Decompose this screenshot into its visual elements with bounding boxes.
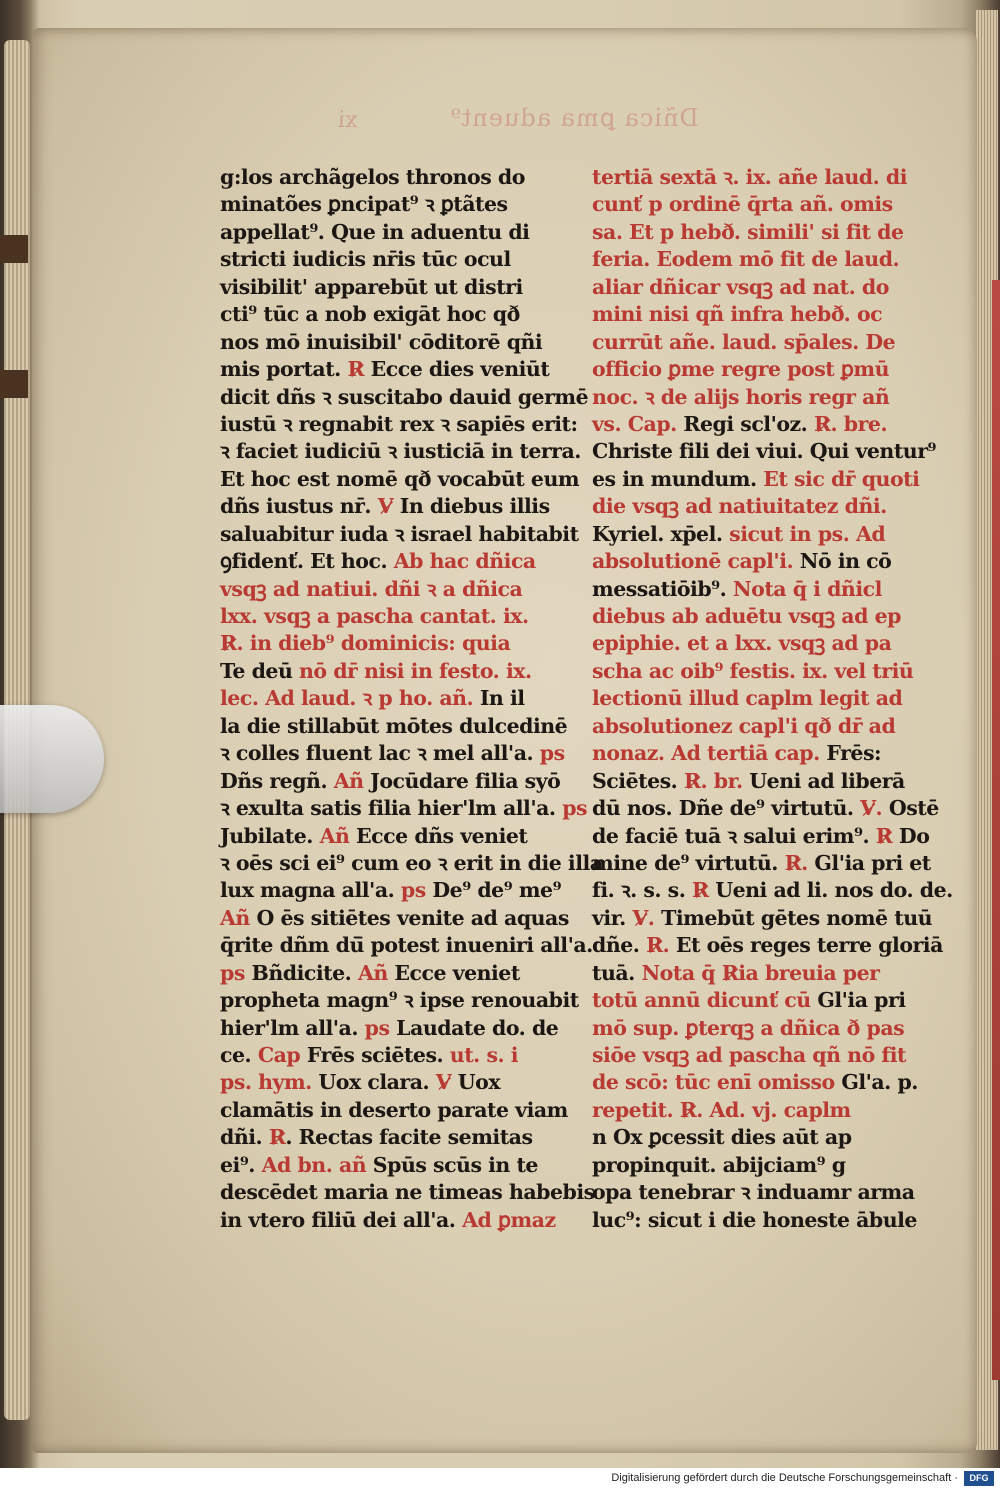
body-text: Gl'a. p. — [841, 1070, 918, 1095]
text-line — [220, 219, 565, 246]
body-text: Frēs: — [819, 741, 882, 766]
body-text: vir. — [592, 905, 633, 930]
text-line — [592, 329, 932, 356]
body-text: de faciē tuā ꝛ salui erim⁹. — [592, 823, 876, 848]
body-text: Do — [892, 823, 930, 848]
text-line — [592, 301, 932, 328]
text-line — [592, 850, 932, 877]
rubric-text: repetit. — [592, 1097, 680, 1122]
body-text: Sciētes. — [592, 768, 684, 793]
rubric-text: absolutionē capl'i. — [592, 549, 794, 574]
text-line — [220, 713, 568, 740]
body-text: ei⁹. — [220, 1152, 262, 1177]
text-line — [220, 1179, 595, 1206]
text-line — [220, 850, 603, 877]
rubric-text: officio ꝑme regre post ꝑmū — [592, 357, 889, 382]
text-line — [220, 576, 565, 603]
body-text: ꝛ exulta satis filia hier'lm all'a. — [220, 796, 563, 821]
body-text: In diebus illis — [393, 494, 550, 519]
text-line — [220, 548, 565, 575]
body-text: ꝛ oēs sci ei⁹ cum eo ꝛ erit in die illa — [220, 850, 603, 875]
rubric-text: mō sup. ꝑterqꝫ a dñica ð pas — [592, 1015, 905, 1040]
body-text: minatões ꝑncipat⁹ ꝛ ꝑtãtes — [220, 192, 508, 217]
text-line — [220, 164, 565, 191]
body-text: dñe. — [592, 933, 647, 958]
body-text: Kyriel. xp̄el. — [592, 521, 730, 546]
rubric-text: cunť p ordinē q̄rta añ. omis — [592, 192, 893, 217]
text-line — [220, 466, 580, 493]
folio-number-showthrough: xi — [338, 108, 358, 133]
body-text: Ox ꝑcessit dies aūt ap — [606, 1125, 852, 1150]
body-text: n — [592, 1125, 607, 1150]
body-text: q̄rite dñm dū̄ potest inueniri all'a. — [220, 933, 593, 958]
text-line — [592, 274, 932, 301]
rubric-text: aliar dñicar vsqꝫ ad nat. do — [592, 274, 889, 299]
rubric-text: R̷. bre. — [813, 411, 888, 436]
text-line — [592, 603, 932, 630]
rubric-text: die vsqꝫ ad natiuitatez dñi. — [592, 494, 887, 519]
text-line — [592, 1042, 932, 1069]
funding-credit: Digitalisierung gefördert durch die Deutsche Forschungsgemeinschaft · — [611, 1472, 958, 1484]
body-text: Uox clara. — [311, 1070, 436, 1095]
body-text: Et oēs reges terre gloriā — [669, 933, 943, 958]
body-text: Ecce dies veniūt — [364, 357, 550, 382]
text-line — [220, 274, 565, 301]
rubric-text: Ad. vj. caplm — [702, 1097, 851, 1122]
text-line — [592, 411, 932, 438]
body-text: luc⁹: sicut i die honeste ābule — [592, 1207, 917, 1232]
glass-clip — [0, 705, 104, 813]
text-line — [592, 438, 936, 465]
rubric-text: lec. Ad laud. ꝛ p ho. añ. — [220, 686, 474, 711]
body-text: Regi scl'oz. — [676, 411, 814, 436]
text-line — [220, 301, 565, 328]
body-text: Et hoc est nomē qð vocabūt eum — [220, 466, 580, 491]
rubric-text: vsqꝫ ad natiui. dñi ꝛ a dñica — [220, 576, 523, 601]
rubric-text: ut. s. i — [449, 1043, 519, 1067]
rubric-text: R̷. — [679, 1097, 703, 1122]
rubric-text: epiphie. et a lxx. vsqꝫ ad pa — [592, 631, 892, 656]
text-line — [592, 1207, 932, 1234]
rubric-text: ps — [539, 741, 565, 766]
rubric-text: Ab hac dñica — [393, 549, 536, 574]
rubric-text: lectionū illud caplm legit ad — [592, 686, 903, 711]
text-line — [592, 191, 932, 218]
rubric-text: R̷. — [646, 933, 670, 958]
text-line — [592, 1069, 932, 1096]
text-line — [220, 960, 565, 987]
body-text: propinquit. abijciam⁹ g — [592, 1152, 846, 1177]
text-line — [592, 246, 932, 273]
rubric-text: mini nisi qñ infra hebð. oc — [592, 302, 883, 327]
left-text-column — [220, 164, 603, 1234]
text-line — [592, 521, 932, 548]
body-text: De⁹ de⁹ me⁹ — [425, 878, 562, 903]
rubric-text: ps — [562, 796, 588, 821]
rubric-text: Nota q̄ i dñicl — [732, 576, 882, 601]
text-line — [220, 685, 565, 712]
text-line — [220, 384, 589, 411]
text-line — [592, 548, 932, 575]
body-text: Jubilate. — [220, 823, 320, 848]
text-line — [592, 768, 932, 795]
body-text: saluabitur iuda ꝛ israel habitabit — [220, 521, 579, 546]
body-text: dū nos. Dñe de⁹ virtutū. — [592, 796, 861, 821]
text-line — [592, 685, 932, 712]
body-text: Laudate do. de — [389, 1015, 559, 1040]
text-line — [220, 191, 565, 218]
text-line — [220, 905, 569, 932]
rubric-text: Ad bn. añ — [261, 1152, 367, 1177]
rubric-text: Añ — [319, 823, 350, 848]
text-line — [592, 987, 932, 1014]
text-line — [592, 630, 932, 657]
running-title-showthrough: Dñica ꝑma aduent⁹ — [450, 104, 699, 132]
text-line — [592, 823, 932, 850]
body-text: mine de⁹ virtutū. — [592, 850, 785, 875]
rubric-text: Añ — [220, 905, 250, 930]
body-text: Ueni ad liberā — [742, 768, 905, 793]
text-line — [220, 932, 593, 959]
rubric-text: feria. Eodem mō fit de laud. — [592, 247, 900, 272]
text-line — [220, 987, 579, 1014]
body-text: stricti iudicis nr̄is tūc ocul — [220, 247, 511, 272]
text-line — [220, 658, 565, 685]
text-line — [220, 356, 565, 383]
body-text: Timebūt gētes nomē tuū — [654, 905, 933, 930]
body-text: Christe fili dei viui. Qui ventur⁹ — [592, 439, 936, 464]
rubric-text: R̷. — [784, 850, 808, 875]
rubric-text: Nota q̄ R̷ia breuia per — [641, 960, 880, 985]
text-line — [220, 1124, 565, 1151]
rubric-text: currūt añe. laud. sp̄ales. De — [592, 329, 896, 354]
text-line — [592, 960, 932, 987]
body-text: mis portat. — [220, 357, 348, 382]
body-text: propheta magn⁹ ꝛ ipse renouabit — [220, 988, 579, 1013]
rubric-text: V̷. — [860, 796, 883, 821]
body-text: visibilit' apparebūt ut distri — [220, 274, 523, 299]
body-text: ꝛ colles fluent lac ꝛ mel all'a. — [220, 741, 540, 766]
rubric-text: R̷ — [347, 357, 365, 382]
text-line — [220, 603, 565, 630]
rubric-text: R̷ — [692, 878, 709, 903]
red-fore-edge — [992, 280, 1000, 1380]
rubric-text: V̷ — [377, 494, 394, 519]
rubric-text: Et sic dr̄ quoti — [763, 466, 920, 491]
text-line — [592, 932, 943, 959]
rubric-text: ps — [400, 878, 426, 903]
rubric-text: Ad ꝑmaz — [462, 1207, 556, 1232]
rubric-text: absolutionez capl'i qð dr̄ ad — [592, 713, 896, 738]
rubric-text: sa. Et p hebð. simili' si fit de — [592, 219, 904, 244]
text-line — [220, 1069, 565, 1096]
text-line — [592, 877, 953, 904]
rubric-text: lxx. vsqꝫ a pascha cantat. ix. — [220, 604, 529, 628]
text-line — [220, 795, 588, 822]
body-text: Spūs scūs in te — [366, 1152, 538, 1177]
body-text: appellat⁹. Que in aduentu di — [220, 219, 530, 244]
rubric-text: R̷. br. — [683, 768, 743, 793]
text-line — [592, 466, 932, 493]
body-text: Ecce veniet — [387, 960, 520, 985]
bookmark-ribbon — [0, 370, 28, 398]
text-line — [220, 438, 581, 465]
text-line — [220, 1097, 568, 1124]
rubric-text: sicut in ps. Ad — [729, 521, 886, 546]
body-text: in vtero filiū dei all'a. — [220, 1207, 463, 1232]
body-text: dñi. — [220, 1125, 269, 1150]
text-line — [592, 1152, 932, 1179]
text-line — [220, 521, 579, 548]
bookmark-ribbon — [0, 235, 28, 263]
body-text: nos mō inuisibil' cōditorē qñi — [220, 329, 543, 354]
dfg-logo: DFG — [964, 1471, 994, 1486]
body-text: O ēs sitiētes venite ad aquas — [249, 905, 569, 930]
right-text-column — [592, 164, 953, 1234]
body-text: opa tenebrar ꝛ induamr arma — [592, 1180, 915, 1205]
text-line — [220, 493, 565, 520]
rubric-text: totū annū dicunť cū — [592, 988, 818, 1013]
text-line — [220, 630, 565, 657]
body-text: dñs iustus nr̄. — [220, 494, 378, 519]
text-line — [592, 658, 932, 685]
text-line — [592, 905, 932, 932]
rubric-text: V̷. — [632, 905, 655, 930]
body-text: Gl'ia pri et — [807, 850, 931, 875]
body-text: cti⁹ tūc a nob exigāt hoc qð — [220, 302, 520, 327]
body-text: . Rectas facite semitas — [285, 1125, 533, 1150]
rubric-text: de scō: tūc enī omisso — [592, 1070, 842, 1095]
rubric-text: siōe vsqꝫ ad pascha qñ nō fit — [592, 1043, 906, 1067]
body-text: dicit dñs ꝛ suscitabo dauid germē — [220, 384, 589, 409]
text-line — [220, 411, 578, 438]
rubric-text: noc. ꝛ de alijs horis regr añ — [592, 384, 890, 409]
body-text: iustū ꝛ regnabit rex ꝛ sapiēs erit: — [220, 411, 578, 436]
body-text: Te deū — [220, 658, 293, 683]
body-text: ꝛ faciet iudiciū ꝛ iusticiā in terra. — [220, 439, 581, 464]
text-line — [592, 795, 939, 822]
text-line — [592, 1124, 932, 1151]
text-line — [220, 823, 565, 850]
body-text: Ueni ad li. nos do. de. — [708, 878, 953, 903]
text-line — [592, 740, 932, 767]
body-text: Ostē — [882, 796, 939, 821]
text-line — [592, 713, 932, 740]
body-text: Ecce dñs veniet — [349, 823, 528, 848]
text-line — [220, 1152, 565, 1179]
rubric-text: R̷ — [268, 1125, 286, 1150]
rubric-text: vs. Cap. — [592, 411, 677, 436]
rubric-text: Cap — [257, 1043, 301, 1067]
text-line — [592, 1097, 932, 1124]
rubric-text: ps. hym. — [220, 1070, 312, 1095]
rubric-text: tertiā sextā ꝛ. ix. añe laud. di — [592, 165, 908, 189]
rubric-text: ps — [364, 1015, 390, 1040]
body-text: ꝯfidenť. Et hoc. — [220, 549, 394, 574]
text-line — [592, 356, 932, 383]
body-text: es in mundum. — [592, 466, 764, 491]
text-line — [592, 1015, 932, 1042]
rubric-text: ps — [220, 960, 245, 985]
body-text: clamātis in deserto parate viam — [220, 1097, 568, 1122]
text-line — [592, 493, 932, 520]
rubric-text: V̷ — [435, 1070, 452, 1095]
body-text: Uox — [451, 1070, 501, 1095]
body-text: Nō in cō — [793, 549, 892, 574]
text-line — [592, 219, 932, 246]
text-line — [220, 246, 565, 273]
body-text: tuā. — [592, 960, 642, 985]
text-line — [220, 1207, 565, 1234]
text-line — [220, 768, 565, 795]
body-text: In il — [473, 686, 525, 711]
text-line — [592, 384, 932, 411]
rubric-text: diebus ab aduētu vsqꝫ ad ep — [592, 604, 901, 628]
rubric-text: nō dr̄ nisi in festo. ix. — [292, 658, 532, 683]
text-line — [220, 329, 565, 356]
body-text: Jocūdare filia syō — [363, 768, 561, 793]
text-line — [592, 576, 932, 603]
text-line — [592, 1179, 932, 1206]
text-line — [220, 877, 565, 904]
rubric-text: R̷ — [875, 823, 893, 848]
body-text: ce. — [220, 1043, 258, 1067]
body-text: Frēs sciētes. — [300, 1043, 450, 1067]
text-line — [592, 164, 932, 191]
rubric-text: Añ — [333, 768, 364, 793]
body-text: Dñs regñ. — [220, 768, 334, 793]
footer-bar — [0, 1468, 1000, 1490]
rubric-text: R̷. in dieb⁹ dominicis: quia — [220, 631, 511, 656]
body-text: hier'lm all'a. — [220, 1015, 365, 1040]
body-text: fi. ꝛ. s. s. — [592, 878, 693, 903]
text-line — [220, 1042, 565, 1069]
rubric-text: scha ac oib⁹ festis. ix. vel triū — [592, 658, 914, 683]
body-text: descēdet maria ne timeas habebis — [220, 1180, 595, 1205]
body-text: Gl'ia pri — [817, 988, 906, 1013]
body-text: Bñdicite. — [244, 960, 358, 985]
body-text: la die stillabūt mōtes dulcedinē — [220, 713, 568, 738]
body-text: lux magna all'a. — [220, 878, 401, 903]
rubric-text: nonaz. Ad tertiā cap. — [592, 741, 820, 766]
body-text: messatiōib⁹. — [592, 576, 733, 601]
text-line — [220, 1015, 565, 1042]
text-line — [220, 740, 565, 767]
body-text: g:los archãgelos thronos do — [220, 165, 525, 189]
rubric-text: Añ — [357, 960, 388, 985]
